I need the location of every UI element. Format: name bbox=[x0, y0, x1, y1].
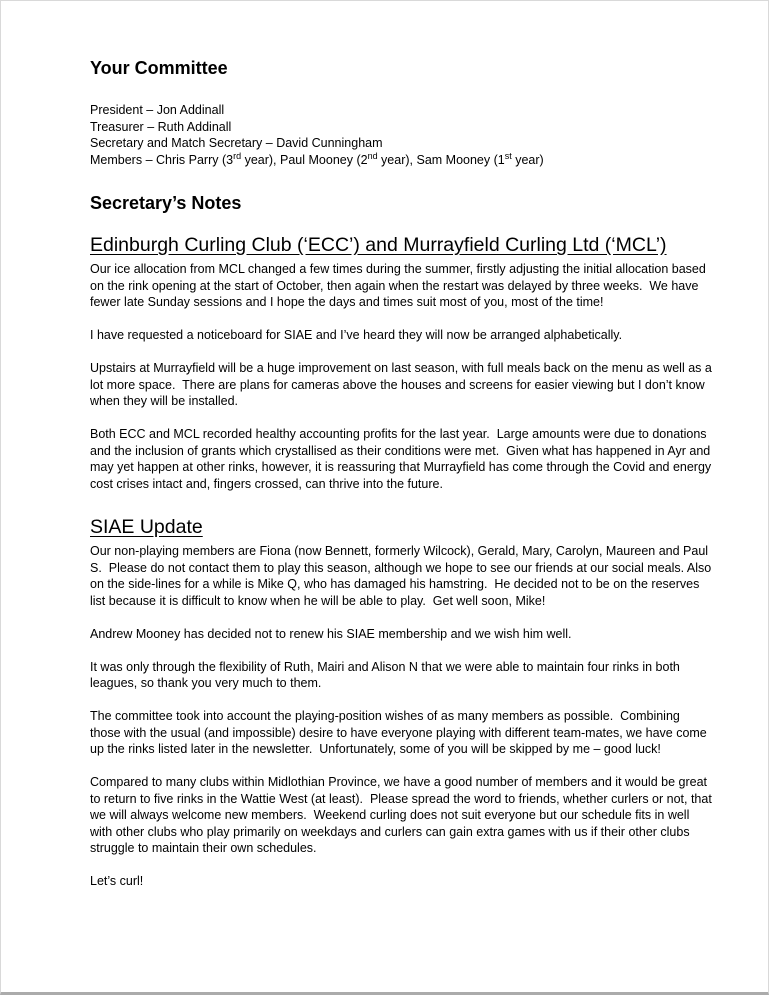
paragraph: I have requested a noticeboard for SIAE and I’ve heard they will now be arranged alphabetically. bbox=[90, 328, 623, 342]
ordinal-superscript: st bbox=[504, 150, 512, 161]
paragraph: Our ice allocation from MCL changed a few times during the summer, firstly adjusting the initial allocation based on the rink opening at the start of October, then again when the restart was delayed by three weeks. We have fewer late Sunday sessions and I hope the days and times suit most of you, most of the time! bbox=[90, 262, 710, 309]
members-text: year) bbox=[511, 152, 544, 167]
paragraph: It was only through the flexibility of Ruth, Mairi and Alison N that we were able to maintain four rinks in both leagues, so thank you very much to them. bbox=[90, 659, 684, 690]
paragraph: The committee took into account the playing-position wishes of as many members as possible. Combining those with the usual (and impossible) desire to have everyone playing with different team-mates, we have come up the rinks listed later in the newsletter. Unfortunately, some of you will be skipped by me – good luck! bbox=[90, 709, 711, 756]
committee-list bbox=[90, 102, 713, 168]
committee-line-president: President – Jon Addinall bbox=[90, 103, 225, 117]
closing-line: Let’s curl! bbox=[90, 874, 144, 888]
section-title-siae-update: SIAE Update bbox=[90, 516, 203, 538]
committee-line-members bbox=[90, 152, 713, 169]
ordinal-superscript: rd bbox=[233, 150, 242, 161]
paragraph: Our non-playing members are Fiona (now Bennett, formerly Wilcock), Gerald, Mary, Carolyn, Maureen and Paul S. Please do not contact them to play this season, although we hope to see our friends at our social meals. Also on the side-lines for a while is Mike Q, who has damaged his hamstring. He decided not to be on the reserves list because it is difficult to know when he will be able to play. Get well soon, Mike! bbox=[90, 544, 715, 608]
paragraph: Upstairs at Murrayfield will be a huge improvement on last season, with full meals back on the menu as well as a lot more space. There are plans for cameras above the houses and screens for easier viewing but I don’t know when they will be installed. bbox=[90, 361, 716, 408]
committee-line-secretary: Secretary and Match Secretary – David Cunningham bbox=[90, 136, 383, 150]
committee-heading: Your Committee bbox=[90, 58, 228, 78]
paragraph: Andrew Mooney has decided not to renew his SIAE membership and we wish him well. bbox=[90, 626, 572, 641]
members-text: year), Sam Mooney (1 bbox=[377, 152, 505, 167]
ordinal-superscript: nd bbox=[367, 150, 378, 161]
committee-line-treasurer: Treasurer – Ruth Addinall bbox=[90, 119, 232, 134]
secretarys-notes-heading: Secretary’s Notes bbox=[90, 193, 242, 213]
members-text: Members – Chris Parry (3 bbox=[90, 152, 234, 167]
paragraph: Both ECC and MCL recorded healthy accounting profits for the last year. Large amounts were due to donations and the inclusion of grants which crystallised as their conditions were met. Given what has happened in Ayr and may yet happen at other rinks, however, it is reassuring that Murrayfield has come through the Covid and energy cost crises intact and, fingers crossed, can thrive into the future. bbox=[90, 427, 715, 491]
paragraph: Compared to many clubs within Midlothian Province, we have a good number of members and it would be great to return to five rinks in the Wattie West (at least). Please spread the word to friends, whether curlers or not, that we will always welcome new members. Weekend curling does not suit everyone but our schedule fits in well with other clubs who play primarily on weekdays and curlers can gain extra games with us if their other clubs struggle to maintain their own schedules. bbox=[90, 775, 716, 855]
section-title-ecc-mcl: Edinburgh Curling Club (‘ECC’) and Murrayfield Curling Ltd (‘MCL’) bbox=[90, 234, 667, 256]
members-text: year), Paul Mooney (2 bbox=[241, 152, 368, 167]
